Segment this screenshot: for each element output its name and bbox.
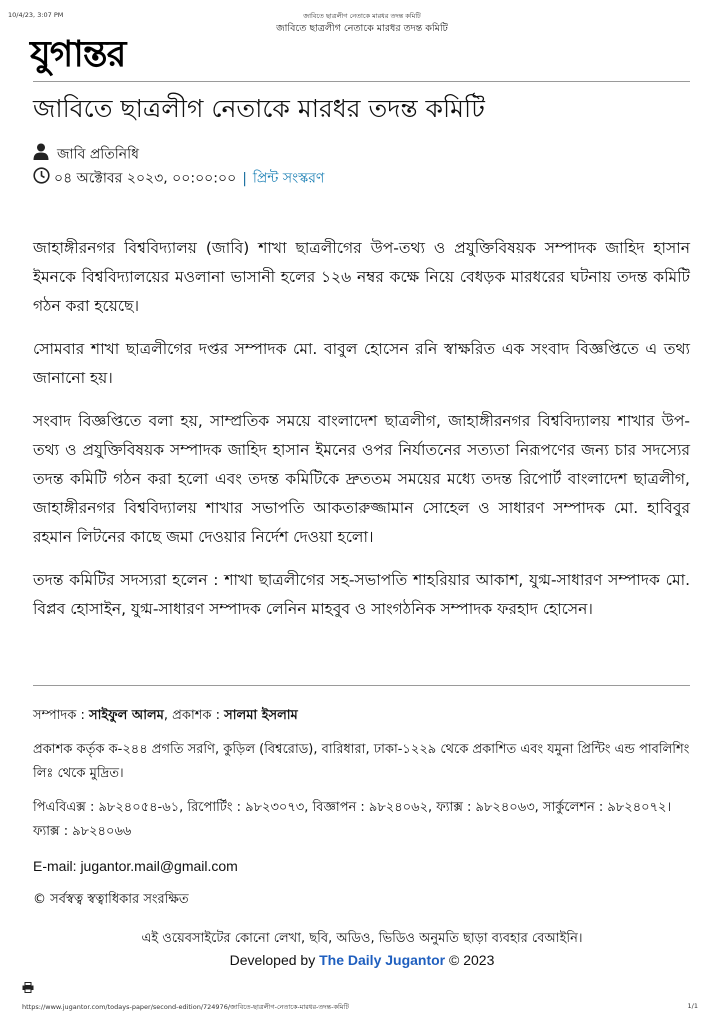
printer-icon[interactable] [22,978,34,997]
page-subtitle: জাবিতে ছাত্রলীগ নেতাকে মারধর তদন্ত কমিটি [276,23,448,34]
page-url: https://www.jugantor.com/todays-paper/second-edition/724976/জাবিতে-ছাত্রলীগ-নেতাকে-মারধর-তদন্ত-কমিটি [22,1003,349,1011]
footer-divider [33,685,690,686]
author-name: জাবি প্রতিনিধি [57,146,140,163]
site-footer [33,704,693,922]
publish-date: ০৪ অক্টোবর ২০২৩, ০০:০০:০০ [54,170,237,187]
article-paragraph: সংবাদ বিজ্ঞপ্তিতে বলা হয়, সাম্প্রতিক সময়ে বাংলাদেশ ছাত্রলীগ, জাহাঙ্গীরনগর বিশ্ববিদ্যালয় শাখার উপ-তথ্য ও প্রযুক্তিবিষয়ক সম্পাদক জাহিদ হাসান ইমনের ওপর নির্যাতনের সত্যতা নিরূপণের জন্য চার সদস্যের তদন্ত কমিটি গঠন করা হলো এবং তদন্ত কমিটিকে দ্রুততম সময়ের মধ্যে তদন্ত রিপোর্ট বাংলাদেশ ছাত্রলীগ, জাহাঙ্গীরনগর বিশ্ববিদ্যালয় শাখার সভাপতি আকতারুজ্জামান সোহেল ও সাধারণ সম্পাদক মো. হাবিবুর রহমান লিটনের কাছে জমা দেওয়ার নির্দেশ দেওয়া হলো। [33,412,690,546]
contact-numbers: পিএবিএক্স : ৯৮২৪০৫৪-৬১, রিপোর্টিং : ৯৮২৩০৭৩, বিজ্ঞাপন : ৯৮২৪০৬২, ফ্যাক্স : ৯৮২৪০৬৩, সার্কুলেশন : ৯৮২৪০৭২। ফ্যাক্স : ৯৮২৪০৬৬ [33,800,672,839]
contact-email[interactable]: E-mail: jugantor.mail@gmail.com [33,858,238,874]
publisher-address: প্রকাশক কর্তৃক ক-২৪৪ প্রগতি সরণি, কুড়িল (বিশ্বরোড), বারিধারা, ঢাকা-১২২৯ থেকে প্রকাশিত এবং যমুনা প্রিন্টিং এন্ড পাবলিশিং লিঃ থেকে মুদ্রিত। [33,742,690,781]
user-icon [33,143,51,166]
page-number: 1/1 [687,1002,698,1010]
usage-notice: এই ওয়েবসাইটের কোনো লেখা, ছবি, অডিও, ভিডিও অনুমতি ছাড়া ব্যবহার বেআইনি। [141,931,583,946]
clock-icon [33,167,50,190]
pdf-print-datetime: 10/4/23, 3:07 PM [8,11,64,19]
article-body [33,234,690,638]
header-divider [33,81,690,82]
article-headline: জাবিতে ছাত্রলীগ নেতাকে মারধর তদন্ত কমিটি [33,94,485,123]
article-paragraph: সোমবার শাখা ছাত্রলীগের দপ্তর সম্পাদক মো. বাবুল হোসেন রনি স্বাক্ষরিত এক সংবাদ বিজ্ঞপ্তিতে এ তথ্য জানানো হয়। [33,340,690,387]
dateline [33,167,324,190]
publisher-name: সালমা ইসলাম [224,708,298,723]
jugantor-logo[interactable]: যুগান্তর [30,33,126,75]
article-paragraph: তদন্ত কমিটির সদস্যরা হলেন : শাখা ছাত্রলীগের সহ-সভাপতি শাহরিয়ার আকাশ, যুগ্ম-সাধারণ সম্পাদক মো. বিপ্লব হোসাইন, যুগ্ম-সাধারণ সম্পাদক লেনিন মাহবুব ও সাংগঠনিক সম্পাদক ফরহাদ হোসেন। [33,571,690,618]
copyright-notice: © সর্বস্বত্ব স্বত্বাধিকার সংরক্ষিত [33,892,189,907]
date-separator: | [242,170,247,187]
developer-link[interactable]: The Daily Jugantor [319,952,446,968]
developed-by: Developed by The Daily Jugantor © 2023 [229,952,495,968]
editor-name: সাইফুল আলম [89,708,164,723]
pdf-doc-title: জাবিতে ছাত্রলীগ নেতাকে মারধর তদন্ত কমিটি [303,12,421,20]
byline [33,143,139,166]
print-edition-link[interactable]: প্রিন্ট সংস্করণ [252,170,325,187]
article-paragraph: জাহাঙ্গীরনগর বিশ্ববিদ্যালয় (জাবি) শাখা ছাত্রলীগের উপ-তথ্য ও প্রযুক্তিবিষয়ক সম্পাদক জাহিদ হাসান ইমনকে বিশ্ববিদ্যালয়ের মওলানা ভাসানী হলের ১২৬ নম্বর কক্ষে নিয়ে বেধড়ক মারধরের ঘটনায় তদন্ত কমিটি গঠন করা হয়েছে। [33,239,690,315]
editor-publisher-line: সম্পাদক : সাইফুল আলম, প্রকাশক : সালমা ইসলাম [33,708,298,723]
